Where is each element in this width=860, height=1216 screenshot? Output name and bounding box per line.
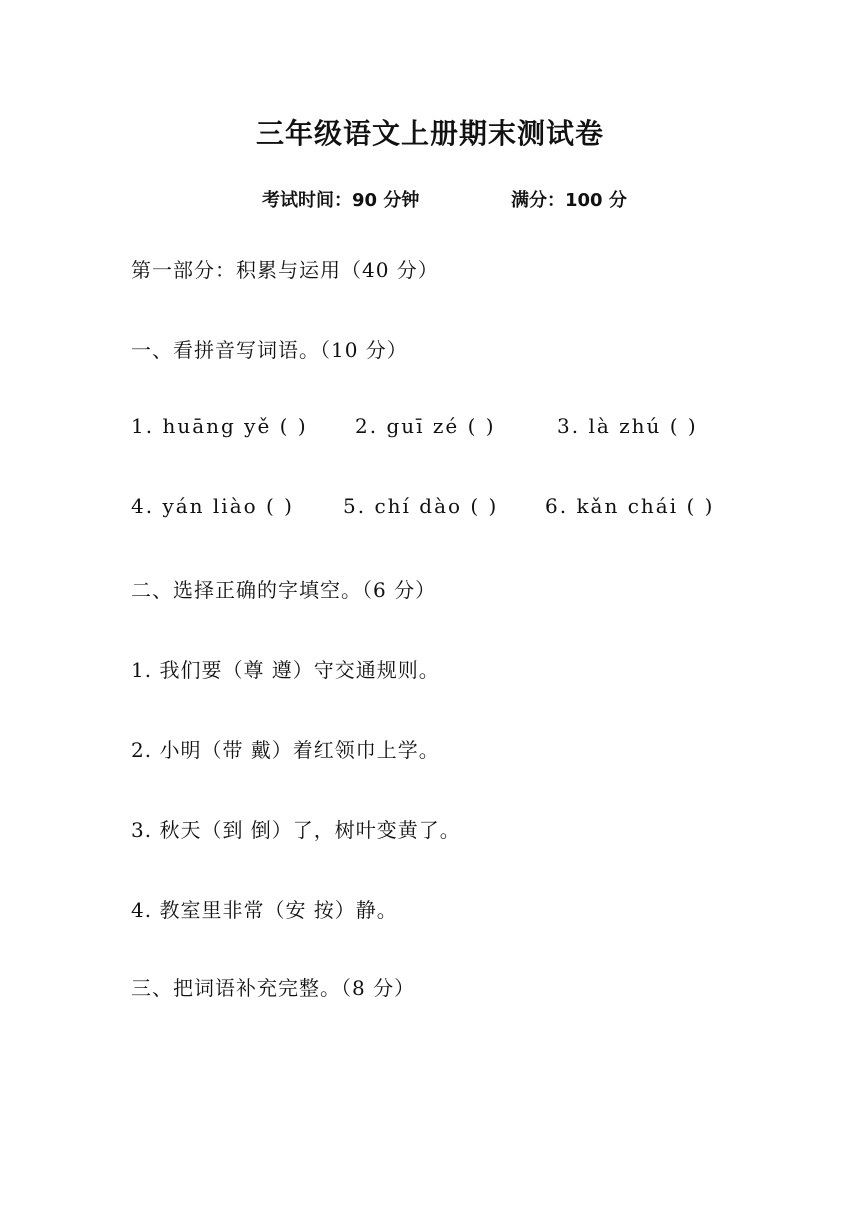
pinyin-item-1: 1. huāng yě ( ) <box>131 414 308 438</box>
pinyin-item-4: 4. yán liào ( ) <box>131 494 294 518</box>
fill-item-2: 2. 小明（带 戴）着红领巾上学。 <box>131 738 440 762</box>
full-score: 满分：100 分 <box>511 190 627 211</box>
section-one-heading: 一、看拼音写词语。（10 分） <box>131 338 408 362</box>
exam-time: 考试时间：90 分钟 <box>262 190 420 211</box>
pinyin-item-6: 6. kǎn chái ( ) <box>545 494 715 518</box>
pinyin-item-5: 5. chí dào ( ) <box>343 494 499 518</box>
page-title: 三年级语文上册期末测试卷 <box>255 117 604 150</box>
fill-item-1: 1. 我们要（尊 遵）守交通规则。 <box>131 658 440 682</box>
fill-item-4: 4. 教室里非常（安 按）静。 <box>131 898 398 922</box>
part-one-heading: 第一部分：积累与运用（40 分） <box>131 258 439 282</box>
pinyin-item-3: 3. là zhú ( ) <box>557 414 698 438</box>
pinyin-item-2: 2. guī zé ( ) <box>355 414 496 438</box>
fill-item-3: 3. 秋天（到 倒）了，树叶变黄了。 <box>131 818 461 842</box>
section-two-heading: 二、选择正确的字填空。（6 分） <box>131 578 437 602</box>
section-three-heading: 三、把词语补充完整。（8 分） <box>131 976 416 1000</box>
